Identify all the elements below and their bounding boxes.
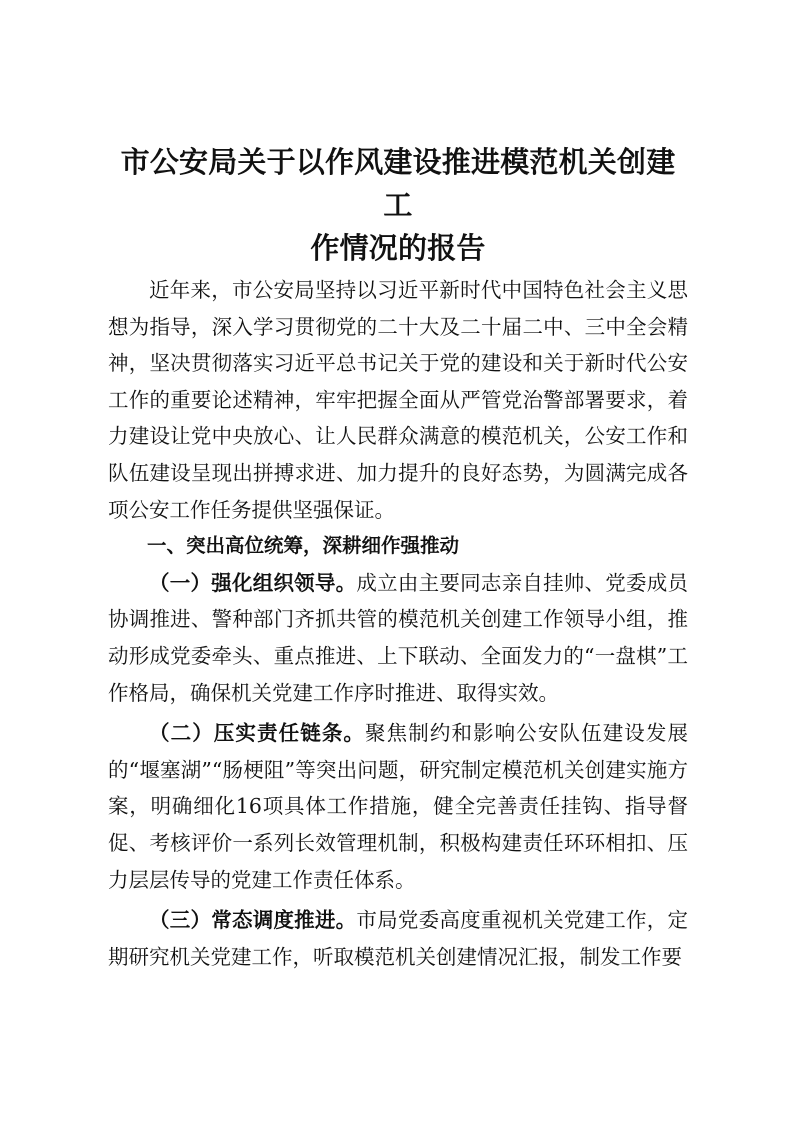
item-label-2: （二）压实责任链条。 <box>149 721 366 746</box>
document-title-line1: 市公安局关于以作风建设推进模范机关创建工 <box>120 145 676 222</box>
section-heading-1: 一、突出高位统筹，深耕细作强推动 <box>147 534 460 558</box>
document-title-line2: 作情况的报告 <box>310 231 486 265</box>
document-title <box>108 141 688 270</box>
item-paragraph-1 <box>108 565 688 711</box>
item-paragraph-2 <box>108 715 688 898</box>
item-text-3: 市局党委高度重视机关党建工作，定期研究机关党建工作，听取模范机关创建情况汇报，制发工作要 <box>108 908 689 969</box>
item-label-1: （一）强化组织领导。 <box>149 570 357 595</box>
item-label-3: （三）常态调度推进。 <box>149 908 357 933</box>
item-text-1: 成立由主要同志亲自挂帅、党委成员协调推进、警种部门齐抓共管的模范机关创建工作领导小组，推动形成党委牵头、重点推进、上下联动、全面发力的“一盘棋”工作格局，确保机关党建工作序时推进、取得实效。 <box>108 570 689 705</box>
item-text-2: 聚焦制约和影响公安队伍建设发展的“堰塞湖”“肠梗阻”等突出问题，研究制定模范机关创建实施方案，明确细化16项具体工作措施，健全完善责任挂钩、指导督促、考核评价一系列长效管理机制，积极构建责任环环相扣、压力层层传导的党建工作责任体系。 <box>108 721 689 892</box>
intro-paragraph: 近年来，市公安局坚持以习近平新时代中国特色社会主义思想为指导，深入学习贯彻党的二十大及二十届二中、三中全会精神，坚决贯彻落实习近平总书记关于党的建设和关于新时代公安工作的重要论述精神，牢牢把握全面从严管党治警部署要求，着力建设让党中央放心、让人民群众满意的模范机关，公安工作和队伍建设呈现出拼搏求进、加力提升的良好态势，为圆满完成各项公安工作任务提供坚强保证。 <box>108 278 688 522</box>
item-paragraph-3 <box>108 902 688 975</box>
document-page <box>108 141 688 975</box>
